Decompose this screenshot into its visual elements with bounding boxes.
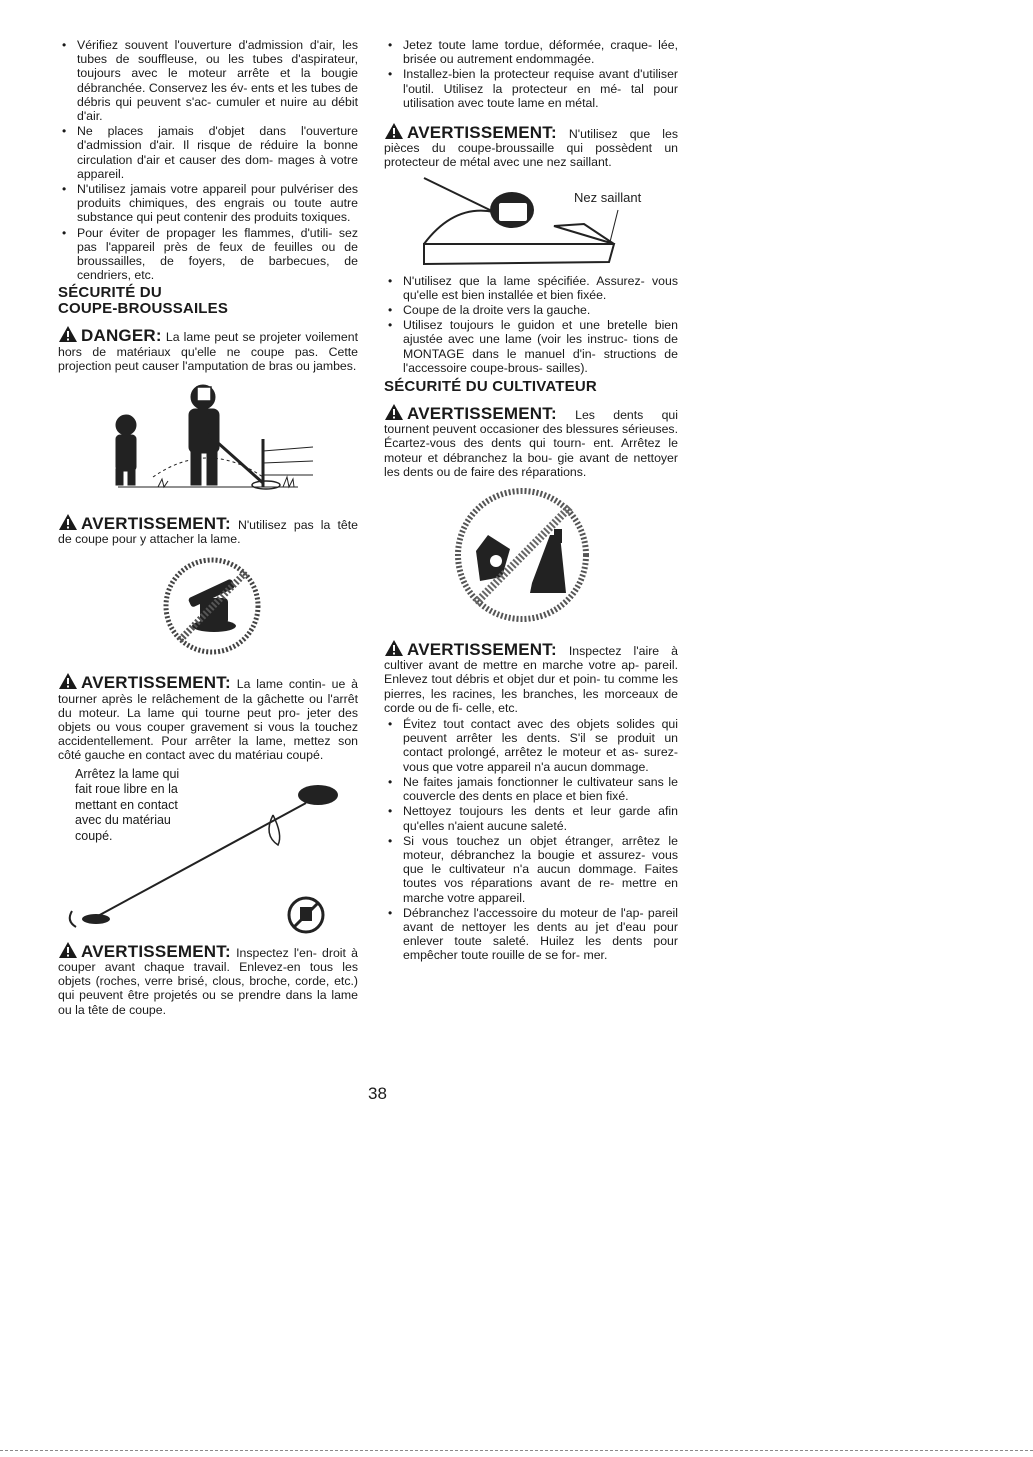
guard-illustration: [384, 174, 678, 270]
list-item: • Ne places jamais d'objet dans l'ouverture d'admission d'air. Il risque de réduire la bonne circulation d'air et causer des dom- mages à votre appareil.: [58, 124, 358, 181]
page-number: 38: [368, 1084, 387, 1103]
warning-notice-area: [384, 639, 678, 715]
list-item: • Vérifiez souvent l'ouverture d'admission d'air, les tubes de souffleuse, ou les tubes d'aspirateur, toujours avec le moteur arrête et la bougie débranchée. Conservez les év- ents et les tubes de débris qui peuvent s'ac- cumuler et nuire au débit d'air.: [58, 38, 358, 123]
warning-text: Inspectez l'aire à cultiver avant de mettre en marche votre ap- pareil. Enlevez tout débris et objet dur et poin- tu comme les pierres, les racines, les branches, les morceaux de corde ou de fi- celle, etc.: [384, 644, 678, 715]
section-title-cultivateur: SÉCURITÉ DU CULTIVATEUR: [384, 378, 597, 396]
caption-line: avec du matériau: [75, 813, 171, 828]
figure-metal-guard: [384, 174, 678, 270]
list-item: • N'utilisez que la lame spécifiée. Assurez- vous qu'elle est bien installée et bien fixée.: [384, 274, 678, 302]
tines-prohibited-illustration: [384, 485, 678, 625]
stop-blade-caption: [75, 767, 179, 845]
warning-heading: AVERTISSEMENT:: [407, 640, 557, 660]
right-bullet-list-top: [384, 38, 678, 110]
warning-heading: AVERTISSEMENT:: [81, 514, 231, 534]
section-title-line: SÉCURITÉ DU: [58, 284, 162, 302]
warning-heading: AVERTISSEMENT:: [81, 673, 231, 693]
left-column: [58, 38, 358, 1017]
caption-line: fait roue libre en la: [75, 782, 178, 797]
list-item: • Coupe de la droite vers la gauche.: [384, 303, 678, 317]
warning-text: Les dents qui tournent peuvent occasioner des blessures sérieuses. Écartez-vous des dents qui tourn- ent. Arrêtez le moteur et débranchez la bou- gie avant de nettoyer les dents ou de faire des réparations.: [384, 408, 678, 479]
right-bullet-list-mid: [384, 274, 678, 375]
warning-text: La lame contin- ue à tourner après le relâchement de la gâchette ou l'arrêt du moteur. La lame qui tourne peut pro- jeter des objets ou vous couper gravement si vous la touchez accidentellement. Pour arrêter la lame, mettez son côté gauche en contact avec du matériau coupé.: [58, 677, 358, 763]
danger-heading: DANGER:: [81, 326, 162, 346]
warning-triangle-icon: [384, 122, 404, 140]
figure-trimmer-operator: [58, 379, 358, 499]
figure-no-blade-on-head: [58, 554, 358, 658]
caption-line: Arrêtez la lame qui: [75, 766, 180, 781]
list-item: • Installez-bien la protecteur requise avant d'utiliser l'outil. Utilisez la protecteur en mé- tal pour utilisation avec toute lame en métal.: [384, 67, 678, 110]
right-column: [384, 38, 678, 964]
warning-text: N'utilisez pas la tête de coupe pour y attacher la lame.: [58, 518, 358, 547]
warning-triangle-icon: [58, 672, 78, 690]
warning-notice-tines: [384, 403, 678, 479]
warning-text: Inspectez l'en- droit à couper avant chaque travail. Enlevez-en tous les objets (roches, verre brisé, clous, broche, corde, etc.) qui peuvent être projetés ou se prendre dans la lame ou la tête de coupe.: [58, 945, 359, 1017]
section-title-line: COUPE-BROUSSAILES: [58, 300, 229, 318]
list-item: • Nettoyez toujours les dents et leur garde afin qu'elles n'aient aucune saleté.: [384, 804, 678, 832]
list-item: • Si vous touchez un objet étranger, arrêtez le moteur, débranchez la bougie et assurez- vous que le cultivateur n'a aucun dommage. Faites toutes vos réparations avant de re- mettre en marche votre appareil.: [384, 834, 678, 905]
section-title-coupe-broussailes: [58, 285, 358, 317]
list-item: • Évitez tout contact avec des objets solides qui peuvent arrêter les dents. S'il se produit un contact prolongé, arrêtez le moteur et as- surez-vous que votre appareil n'a aucun dommage.: [384, 717, 678, 774]
page-bottom-rule: [0, 1450, 1033, 1451]
warning-notice-inspect: [58, 941, 358, 1017]
figure-tines-prohibited: [384, 485, 678, 625]
danger-notice: [58, 325, 358, 373]
warning-triangle-icon: [384, 403, 404, 421]
list-item: • N'utilisez jamais votre appareil pour pulvériser des produits chimiques, des engrais ou toute autre substance qui peut contenir des produits toxiques.: [58, 182, 358, 225]
warning-triangle-icon: [58, 325, 78, 343]
warning-heading: AVERTISSEMENT:: [81, 941, 231, 961]
list-item: • Ne faites jamais fonctionner le cultivateur sans le couvercle des dents en place et bien fixé.: [384, 775, 678, 803]
warning-notice-blade-coast: [58, 672, 358, 762]
warning-notice-guard: [384, 122, 678, 170]
warning-triangle-icon: [384, 639, 404, 657]
warning-heading: AVERTISSEMENT:: [407, 404, 557, 424]
operator-illustration: [58, 379, 358, 499]
warning-notice-head: [58, 513, 358, 546]
warning-triangle-icon: [58, 941, 78, 959]
figure-stop-blade: [58, 767, 358, 935]
list-item: • Utilisez toujours le guidon et une bretelle bien ajustée avec une lame (voir les instruc- tions de MONTAGE dans le manuel d'in- structions de l'accessoire coupe-brous- sailles).: [384, 318, 678, 375]
right-bullet-list-bottom: [384, 717, 678, 962]
caption-line: coupé.: [75, 828, 113, 843]
warning-heading: AVERTISSEMENT:: [407, 123, 557, 143]
danger-text: La lame peut se projeter voilement hors de matériaux qu'elle ne coupe pas. Cette projection peut causer l'amputation de bras ou jambes.: [58, 330, 358, 373]
warning-triangle-icon: [58, 513, 78, 531]
left-bullet-list-top: [58, 38, 358, 282]
caption-line: mettant en contact: [75, 797, 178, 812]
list-item: • Jetez toute lame tordue, déformée, craque- lée, brisée ou autrement endommagée.: [384, 38, 678, 66]
list-item: • Pour éviter de propager les flammes, d'utili- sez pas l'appareil près de feux de feuilles ou de broussailles, de foyers, de barbecues, de cendriers, etc.: [58, 226, 358, 283]
warning-text: N'utilisez que les pièces du coupe-broussaille qui possèdent un protecteur de métal avec une nez saillant.: [384, 127, 678, 170]
prohibited-illustration: [58, 554, 358, 658]
nez-saillant-label: Nez saillant: [574, 189, 642, 205]
list-item: • Débranchez l'accessoire du moteur de l'ap- pareil avant de nettoyer les dents au jet d'eau pour enlever toute saleté. Huilez les dents pour empêcher toute rouille de se for- mer.: [384, 906, 678, 963]
